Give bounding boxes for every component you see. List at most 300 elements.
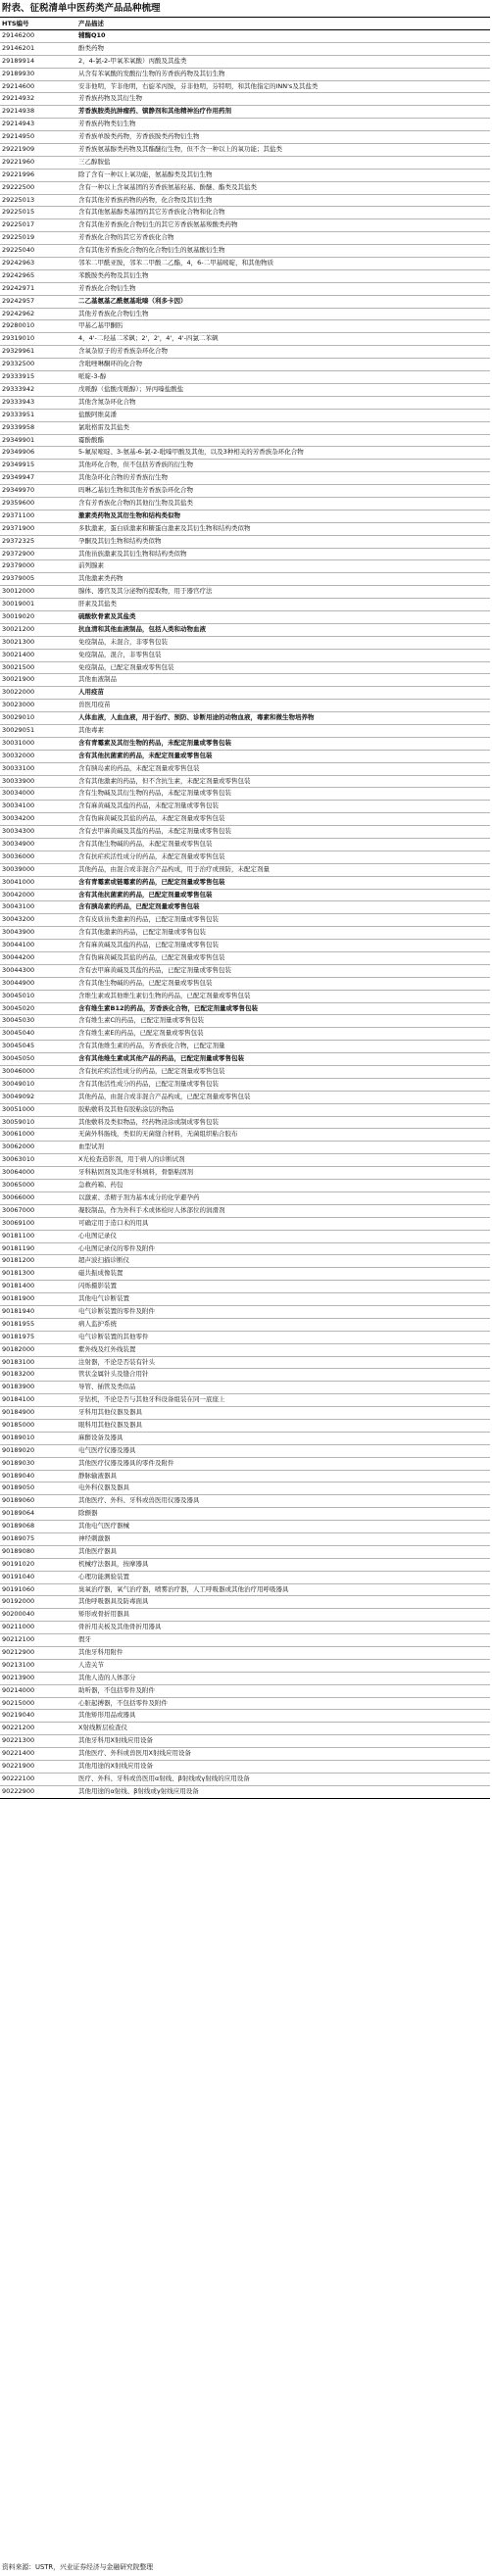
table-row: [0, 1786, 490, 1798]
hts-code-cell: 29214600: [2, 81, 35, 90]
table-row: [0, 1710, 490, 1723]
product-description-cell: 机械疗法器具，按摩器具: [78, 1559, 149, 1568]
hts-code-cell: 90181300: [2, 1269, 35, 1278]
hts-code-cell: 90185000: [2, 1420, 35, 1429]
hts-code-cell: 30046000: [2, 1067, 35, 1076]
hts-code-cell: 29221909: [2, 145, 35, 154]
hts-code-cell: 30045010: [2, 991, 35, 999]
table-row: [0, 560, 490, 573]
table-row: [0, 687, 490, 700]
product-description-cell: 邻苯二甲酰亚胺，邻苯二甲酸二乙酯，4，6-二甲基嘧啶，和其他物质: [78, 259, 274, 267]
table-row: [0, 30, 490, 43]
table-row: [0, 738, 490, 751]
column-header-hts-code: HTS编号: [2, 20, 29, 27]
hts-code-cell: 29371100: [2, 510, 35, 519]
table-row: [0, 320, 490, 333]
hts-code-cell: 29333951: [2, 410, 35, 418]
product-description-cell: 吗啉乙基衍生物和其他芳香族杂环化合物: [78, 486, 193, 495]
product-description-cell: 除颤器: [78, 1509, 98, 1518]
hts-code-cell: 90191040: [2, 1572, 35, 1580]
product-description-cell: 前列腺素: [78, 561, 104, 570]
hts-code-cell: 29280010: [2, 321, 35, 330]
hts-code-cell: 30065000: [2, 1181, 35, 1190]
hts-code-cell: 30032000: [2, 751, 35, 759]
product-description-cell: 其他矫形用品或器具: [78, 1711, 136, 1720]
table-row: [0, 763, 490, 776]
table-row: [0, 472, 490, 485]
product-description-cell: 闪烁摄影装置: [78, 1282, 117, 1290]
product-description-cell: 从含有苯氧酸的发酸衍生物的芳香族药物及其衍生物: [78, 69, 225, 77]
product-description-cell: 其他牙科用X射线应用设备: [78, 1736, 153, 1745]
hts-code-cell: 29339958: [2, 422, 35, 431]
hts-code-cell: 29214950: [2, 132, 35, 141]
table-row: [0, 1572, 490, 1584]
hts-code-cell: 30069100: [2, 1218, 35, 1227]
table-row: [0, 435, 490, 448]
table-row: [0, 1180, 490, 1192]
hts-code-cell: 30067000: [2, 1205, 35, 1214]
hts-code-cell: 29146201: [2, 43, 35, 52]
hts-code-cell: 90191060: [2, 1584, 35, 1593]
product-description-cell: 免疫制品，混合，非零售包装: [78, 650, 162, 658]
hts-code-cell: 90181100: [2, 1231, 35, 1239]
product-description-cell: 抗血清和其他血液制品，包括人类和动物血液: [78, 624, 206, 633]
product-description-cell: 电气医疗仪器及器具: [78, 1445, 136, 1454]
table-row: [0, 1129, 490, 1142]
table-row: [0, 460, 490, 472]
hts-code-cell: 29221996: [2, 170, 35, 178]
product-description-cell: 牙钻机，不论是否与其他牙科设备组装在同一底座上: [78, 1395, 225, 1404]
hts-code-cell: 90181955: [2, 1319, 35, 1328]
hts-code-cell: 29379005: [2, 574, 35, 583]
table-row: [0, 1079, 490, 1092]
table-row: [0, 1015, 490, 1028]
product-description-cell: 心脏起搏器，不包括零件及附件: [78, 1698, 168, 1707]
table-row: [0, 69, 490, 81]
table-row: [0, 1622, 490, 1634]
table-row: [0, 447, 490, 460]
product-description-cell: 含有去甲麻黄碱及其盐的药品，未配定剂量或零售包装: [78, 827, 231, 836]
product-description-cell: 戊哌醇（盐酸戊哌醇）；异丙嗪盐酸盐: [78, 384, 184, 393]
table-row: [0, 346, 490, 359]
hts-code-cell: 30021300: [2, 637, 35, 646]
product-description-cell: 二乙基氨基乙酰氨基吡嗪（利多卡因）: [78, 296, 187, 305]
product-description-cell: 病人监护系统: [78, 1319, 117, 1328]
table-row: [0, 359, 490, 371]
product-description-cell: 芳香族单胺类药物，芳香族胺类药物衍生物: [78, 132, 200, 141]
hts-code-cell: 30066000: [2, 1192, 35, 1201]
product-description-cell: X光检查造影剂，用于病人的诊断试剂: [78, 1155, 185, 1164]
product-description-cell: 电气诊断装置的其他零件: [78, 1332, 149, 1340]
product-description-cell: 硫酸软骨素及其盐类: [78, 611, 136, 620]
table-row: [0, 1268, 490, 1281]
hts-code-cell: 30039000: [2, 864, 35, 873]
hts-code-cell: 30045020: [2, 1003, 35, 1012]
table-row: [0, 410, 490, 422]
product-description-cell: 芳香族药物类衍生物: [78, 120, 136, 128]
hts-code-cell: 29225017: [2, 220, 35, 229]
table-row: [0, 1293, 490, 1306]
table-row: [0, 1192, 490, 1205]
product-description-cell: 氯吡格雷及其盐类: [78, 422, 129, 431]
hts-code-cell: 90213100: [2, 1660, 35, 1669]
hts-code-cell: 29189930: [2, 69, 35, 77]
hts-code-cell: 29221960: [2, 157, 35, 166]
hts-code-cell: 29242965: [2, 270, 35, 279]
product-description-cell: 其他环化合物，但不包括芳香族的衍生物: [78, 461, 193, 469]
product-description-cell: 人用疫苗: [78, 688, 104, 697]
hts-code-cell: 90221400: [2, 1749, 35, 1758]
product-description-cell: 其他医疗器具: [78, 1546, 117, 1555]
hts-code-cell: 30049010: [2, 1079, 35, 1088]
product-description-cell: 牙科用其他仪器及器具: [78, 1408, 142, 1417]
product-description-cell: 其他敷料及类似物品，经药物浸涂或制成零售包装: [78, 1117, 219, 1126]
hts-code-cell: 90181400: [2, 1282, 35, 1290]
hts-code-cell: 29333915: [2, 372, 35, 381]
product-description-cell: 芳香族化合物衍生物: [78, 283, 136, 292]
product-description-cell: 紫外线及红外线装置: [78, 1344, 136, 1353]
hts-code-cell: 90221200: [2, 1724, 35, 1732]
product-description-cell: 含有其他维生素的药品，芳香族化合物，已配定剂量: [78, 1042, 225, 1050]
table-row: [0, 1117, 490, 1130]
hts-code-cell: 29214932: [2, 94, 35, 103]
table-row: [0, 813, 490, 826]
table-row: [0, 1394, 490, 1407]
hts-code-cell: 29332500: [2, 360, 35, 368]
hts-code-cell: 30021500: [2, 662, 35, 671]
product-description-cell: 含氧杂原子的芳香族杂环化合物: [78, 347, 168, 356]
product-description-cell: 含有其他芳香族化合物衍生的其它芳香族氨基羧酸类药物: [78, 220, 238, 229]
table-row: [0, 700, 490, 712]
product-description-cell: 牙科粘固剂及其他牙科填料，骨骼粘固剂: [78, 1168, 193, 1177]
table-row: [0, 1508, 490, 1521]
product-description-cell: 含有其他氨基醇类基团的其它芳香族化合物和化合物: [78, 208, 225, 217]
product-description-cell: 含有伪麻黄碱及其盐的药品，已配定剂量或零售包装: [78, 953, 225, 962]
product-description-cell: 其他电气医疗器械: [78, 1522, 129, 1531]
product-description-cell: 超声波扫描诊断仪: [78, 1256, 129, 1265]
product-table: [0, 17, 490, 1799]
table-row: [0, 991, 490, 1003]
hts-code-cell: 30044100: [2, 941, 35, 949]
table-row: [0, 195, 490, 208]
hts-code-cell: 90181900: [2, 1294, 35, 1303]
table-row: [0, 182, 490, 195]
hts-code-cell: 90189040: [2, 1471, 35, 1480]
hts-code-cell: 30042000: [2, 890, 35, 899]
product-description-cell: 其他激素类药物: [78, 574, 123, 583]
hts-code-cell: 29379000: [2, 561, 35, 570]
hts-code-cell: 90219040: [2, 1711, 35, 1720]
hts-code-cell: 90183900: [2, 1383, 35, 1391]
hts-code-cell: 30023000: [2, 701, 35, 709]
product-description-cell: 眼科用其他仪器及器具: [78, 1420, 142, 1429]
table-row: [0, 1445, 490, 1458]
hts-code-cell: 30019020: [2, 611, 35, 620]
product-description-cell: 其他用途的X射线应用设备: [78, 1762, 153, 1771]
hts-code-cell: 30051000: [2, 1104, 35, 1113]
hts-code-cell: 90221300: [2, 1736, 35, 1745]
hts-code-cell: 90192000: [2, 1597, 35, 1606]
table-row: [0, 1596, 490, 1609]
table-header-row: [0, 18, 490, 30]
hts-code-cell: 90184900: [2, 1408, 35, 1417]
product-description-cell: 人体血液，人血血液，用于治疗、预防、诊断用途的动物血液，毒素和微生物培养物: [78, 713, 315, 722]
hts-code-cell: 90211000: [2, 1623, 35, 1631]
hts-code-cell: 30044300: [2, 965, 35, 974]
product-description-cell: 其他药品，由混合或非混合产品构成，已配定剂量或零售包装: [78, 1092, 251, 1100]
product-description-cell: 电外科仪器及器具: [78, 1483, 129, 1492]
product-description-cell: 含有皮质甾类激素的药品，已配定剂量或零售包装: [78, 915, 219, 924]
hts-code-cell: 29333943: [2, 397, 35, 406]
source-note: 资料来源：USTR，兴业证券经济与金融研究院整理: [2, 2563, 154, 2571]
table-row: [0, 1433, 490, 1445]
hts-code-cell: 30021200: [2, 624, 35, 633]
product-description-cell: 孕酮及其衍生物和结构类似物: [78, 536, 162, 545]
table-row: [0, 296, 490, 309]
product-description-cell: 含有伪麻黄碱及其盐的药品，未配定剂量或零售包装: [78, 814, 225, 823]
table-row: [0, 219, 490, 232]
hts-code-cell: 30033100: [2, 763, 35, 772]
hts-code-cell: 30043100: [2, 902, 35, 911]
table-row: [0, 1041, 490, 1053]
table-row: [0, 751, 490, 763]
table-row: [0, 485, 490, 498]
hts-code-cell: 90221900: [2, 1762, 35, 1771]
hts-code-cell: 30045050: [2, 1054, 35, 1063]
hts-code-cell: 30021900: [2, 675, 35, 684]
product-description-cell: 芳香族化合物的其它芳香族化合物: [78, 233, 174, 242]
hts-code-cell: 90183100: [2, 1357, 35, 1366]
hts-code-cell: 30059010: [2, 1117, 35, 1126]
product-description-cell: 助听器，不包括零件及附件: [78, 1685, 155, 1694]
product-description-cell: 免疫制品，未混合，非零售包装: [78, 637, 168, 646]
hts-code-cell: 90215000: [2, 1698, 35, 1707]
hts-code-cell: 30031000: [2, 738, 35, 747]
table-row: [0, 1420, 490, 1433]
hts-code-cell: 30034300: [2, 827, 35, 836]
product-description-cell: 含有胰岛素的药品，已配定剂量或零售包装: [78, 902, 200, 911]
table-row: [0, 599, 490, 611]
table-row: [0, 170, 490, 182]
table-row: [0, 952, 490, 965]
hts-code-cell: 90189075: [2, 1533, 35, 1542]
table-row: [0, 788, 490, 801]
hts-code-cell: 29349970: [2, 486, 35, 495]
table-row: [0, 1382, 490, 1394]
table-row: [0, 422, 490, 435]
product-description-cell: 哌啶-3-醇: [78, 372, 107, 381]
product-description-cell: 其他用途的α射线、β射线或γ射线应用设备: [78, 1786, 199, 1795]
product-description-cell: 含有麻黄碱及其盐的药品，已配定剂量或零售包装: [78, 941, 219, 949]
table-row: [0, 1471, 490, 1483]
hts-code-cell: 29329961: [2, 347, 35, 356]
product-description-cell: 含维生素或其他维生素衍生物的药品，已配定剂量或零售包装: [78, 991, 251, 999]
product-description-cell: 其他电气诊断装置: [78, 1294, 129, 1303]
product-description-cell: 静脉输液器具: [78, 1471, 117, 1480]
table-row: [0, 1698, 490, 1711]
product-description-cell: 含有其他抗菌素的药品，已配定剂量或零售包装: [78, 890, 213, 899]
table-caption: 附表、征税清单中医药类产品品种梳理: [2, 3, 161, 14]
product-description-cell: 其他毒素: [78, 725, 104, 734]
product-description-cell: 肝素及其盐类: [78, 600, 117, 608]
table-row: [0, 611, 490, 624]
table-row: [0, 1735, 490, 1748]
product-description-cell: 激素类药物及其衍生物和结构类似物: [78, 510, 180, 519]
hts-code-cell: 30045030: [2, 1016, 35, 1025]
product-description-cell: 酚类药物: [78, 43, 104, 52]
table-row: [0, 1344, 490, 1357]
product-description-cell: 含有去甲麻黄碱及其盐的药品，已配定剂量或零售包装: [78, 965, 231, 974]
product-description-cell: 含吡唑啉酮环的化合物: [78, 360, 142, 368]
table-row: [0, 1546, 490, 1559]
table-row: [0, 1458, 490, 1471]
product-description-cell: 含有胰岛素的药品，未配定剂量或零售包装: [78, 763, 200, 772]
table-row: [0, 1281, 490, 1293]
product-description-cell: 含有抗疟疾活性成分的药品，未配定剂量或零售包装: [78, 851, 225, 860]
column-header-product-description: 产品描述: [78, 20, 104, 27]
table-row: [0, 258, 490, 270]
table-row: [0, 131, 490, 144]
table-row: [0, 1761, 490, 1774]
hts-code-cell: 30045045: [2, 1042, 35, 1050]
product-description-cell: 管状金属针头及缝合用针: [78, 1370, 149, 1379]
table-row: [0, 586, 490, 599]
hts-code-cell: 30029010: [2, 713, 35, 722]
table-row: [0, 1647, 490, 1660]
table-row: [0, 1319, 490, 1332]
table-row: [0, 270, 490, 283]
product-description-cell: 血型试剂: [78, 1142, 104, 1151]
product-description-cell: 其他含氮杂环化合物: [78, 397, 136, 406]
product-description-cell: 含有其他芳香族化合物的化合物衍生的氨基酸衍生物: [78, 246, 225, 255]
hts-code-cell: 30061000: [2, 1130, 35, 1139]
table-row: [0, 624, 490, 637]
product-description-cell: 免疫制品，已配定剂量或零售包装: [78, 662, 174, 671]
hts-code-cell: 30021400: [2, 650, 35, 658]
product-description-cell: 其他医疗仪器及器具的零件及附件: [78, 1458, 174, 1467]
product-description-cell: 苯酰胺类药物及其衍生物: [78, 270, 149, 279]
table-row: [0, 1584, 490, 1597]
table-row: [0, 839, 490, 851]
hts-code-cell: 30034900: [2, 840, 35, 848]
table-row: [0, 851, 490, 864]
table-row: [0, 232, 490, 245]
hts-code-cell: 29349915: [2, 461, 35, 469]
hts-code-cell: 29319010: [2, 334, 35, 343]
product-description-cell: 胶粘敷料及其他有胶粘涂层的物品: [78, 1104, 174, 1113]
product-description-cell: 除了含有一种以上氧功能，氨基醇类及其衍生物: [78, 170, 213, 178]
hts-code-cell: 29349906: [2, 448, 35, 457]
product-description-cell: 含有其他芳香族药物的药物，化合物及其衍生物: [78, 195, 213, 204]
table-row: [0, 1231, 490, 1243]
product-description-cell: 安非他明，苄非他明，右旋苯丙胺，芬非他明，芬特明，和其他指定的INN's及其盐类: [78, 81, 319, 90]
product-description-cell: 辅酶Q10: [78, 31, 106, 39]
table-row: [0, 901, 490, 914]
table-row: [0, 927, 490, 940]
table-row: [0, 1660, 490, 1673]
table-row: [0, 877, 490, 890]
product-description-cell: 含有芳香族化合物的其他衍生物及其盐类: [78, 498, 193, 507]
product-description-cell: 含有麻黄碱及其盐的药品，未配定剂量或零售包装: [78, 802, 219, 810]
table-row: [0, 1407, 490, 1420]
table-row: [0, 1559, 490, 1572]
hts-code-cell: 29214938: [2, 107, 35, 116]
table-row: [0, 1357, 490, 1370]
hts-code-cell: 30063010: [2, 1155, 35, 1164]
table-row: [0, 662, 490, 675]
table-row: [0, 1369, 490, 1382]
product-description-cell: 多肽激素，蛋白质激素和糖蛋白激素及其衍生物和结构类似物: [78, 523, 251, 532]
product-description-cell: 注射器，不论是否装有针头: [78, 1357, 155, 1366]
table-row: [0, 119, 490, 131]
hts-code-cell: 29371900: [2, 523, 35, 532]
table-row: [0, 397, 490, 410]
product-description-cell: 心电图记录仪: [78, 1231, 117, 1239]
table-row: [0, 914, 490, 927]
table-row: [0, 1609, 490, 1622]
hts-code-cell: 30019001: [2, 600, 35, 608]
product-description-cell: 芳香族药物及其衍生物: [78, 94, 142, 103]
table-row: [0, 549, 490, 561]
hts-code-cell: 90200040: [2, 1610, 35, 1619]
hts-code-cell: 29242957: [2, 296, 35, 305]
table-row: [0, 1243, 490, 1256]
product-description-cell: 其他牙科用附件: [78, 1648, 123, 1656]
table-row: [0, 93, 490, 106]
product-description-cell: 含有维生素B12的药品，芳香族化合物，已配定剂量或零售包装: [78, 1003, 258, 1012]
hts-code-cell: 30043900: [2, 928, 35, 937]
hts-code-cell: 29242963: [2, 259, 35, 267]
hts-code-cell: 30022000: [2, 688, 35, 697]
product-description-cell: 以激素、杀精子剂为基本成分的化学避孕药: [78, 1192, 200, 1201]
hts-code-cell: 30043200: [2, 915, 35, 924]
hts-code-cell: 90189010: [2, 1433, 35, 1441]
hts-code-cell: 90181190: [2, 1243, 35, 1252]
product-description-cell: 其他医疗、外科、牙科或兽医用仪器及器具: [78, 1496, 200, 1505]
product-description-cell: 凝胶制品，作为外科手术或体检时人体部位的润滑剂: [78, 1205, 225, 1214]
table-row: [0, 1748, 490, 1761]
table-row: [0, 1028, 490, 1041]
table-row: [0, 523, 490, 536]
product-description-cell: 骨折用夹板及其他骨折用器具: [78, 1623, 162, 1631]
hts-code-cell: 29214943: [2, 120, 35, 128]
hts-code-cell: 90189050: [2, 1483, 35, 1492]
product-description-cell: 含有其他维生素或其他产品的药品，已配定剂量或零售包装: [78, 1054, 244, 1063]
hts-code-cell: 90212900: [2, 1648, 35, 1656]
table-row: [0, 674, 490, 687]
table-row: [0, 801, 490, 813]
hts-code-cell: 29225015: [2, 208, 35, 217]
product-description-cell: 其他呼吸器具及防毒面具: [78, 1597, 149, 1606]
table-row: [0, 1634, 490, 1647]
hts-code-cell: 90181940: [2, 1306, 35, 1315]
hts-code-cell: 29242971: [2, 283, 35, 292]
hts-code-cell: 90189064: [2, 1509, 35, 1518]
table-row: [0, 384, 490, 397]
table-row: [0, 1685, 490, 1698]
table-row: [0, 245, 490, 258]
product-description-cell: 含有其他抗菌素的药品，未配定剂量或零售包装: [78, 751, 213, 759]
hts-code-cell: 29225013: [2, 195, 35, 204]
product-description-cell: 心电图记录仪的零件及附件: [78, 1243, 155, 1252]
table-row: [0, 712, 490, 725]
hts-code-cell: 29242962: [2, 309, 35, 317]
table-row: [0, 309, 490, 321]
table-row: [0, 940, 490, 952]
table-row: [0, 650, 490, 662]
product-description-cell: 假牙: [78, 1635, 91, 1644]
product-description-cell: 其他药品，由混合或非混合产品构成，用于治疗或预防，未配定剂量: [78, 864, 270, 873]
